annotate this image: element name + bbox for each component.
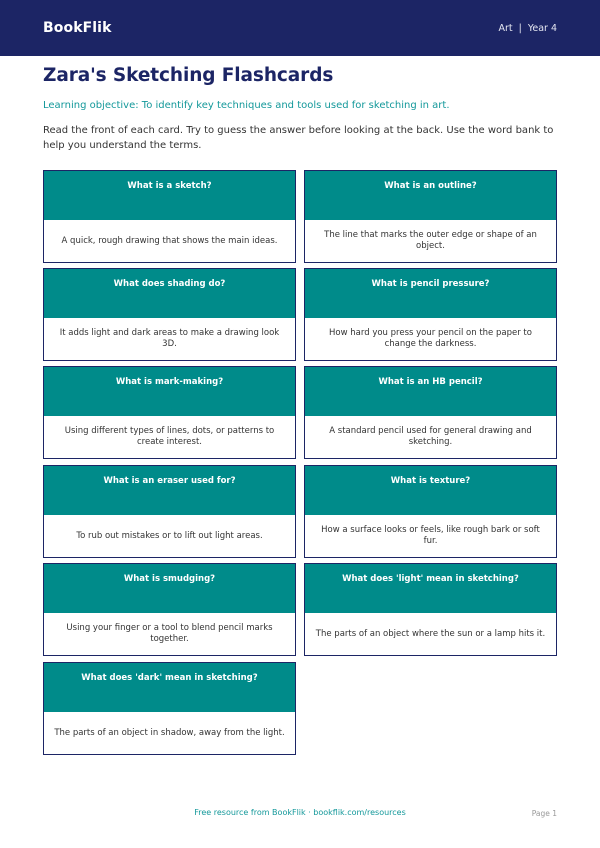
flashcard-back: A standard pencil used for general drawing and sketching.	[329, 426, 532, 447]
flashcard[interactable]	[43, 563, 296, 656]
flashcard-back: The parts of an object where the sun or a lamp hits it.	[315, 628, 546, 639]
page-title: Zara's Sketching Flashcards	[43, 65, 334, 86]
flashcard-front: What is a sketch?	[44, 171, 295, 220]
meta-separator: |	[518, 22, 522, 34]
flashcard-front: What is mark-making?	[44, 367, 295, 416]
learning-objective: Learning objective: To identify key techniques and tools used for sketching in art.	[43, 100, 450, 111]
flashcard[interactable]	[304, 465, 557, 558]
flashcard-back: How a surface looks or feels, like rough bark or soft fur.	[321, 525, 540, 546]
page-number: Page 1	[531, 809, 557, 818]
flashcard-front: What does shading do?	[44, 269, 295, 318]
page-header	[0, 0, 600, 56]
flashcard[interactable]	[304, 268, 557, 361]
flashcard-front: What does 'dark' mean in sketching?	[44, 663, 295, 712]
flashcard-back: The parts of an object in shadow, away from the light.	[54, 727, 285, 738]
year-label: Year 4	[527, 22, 557, 34]
flashcard-back: How hard you press your pencil on the paper to change the darkness.	[329, 328, 532, 349]
flashcard-front: What is smudging?	[44, 564, 295, 613]
flashcard-back: The line that marks the outer edge or shape of an object.	[324, 230, 537, 251]
flashcard[interactable]	[43, 662, 296, 755]
flashcard-back: Using your finger or a tool to blend pencil marks together.	[66, 623, 273, 644]
subject-label: Art	[498, 22, 513, 34]
flashcard-front: What is an eraser used for?	[44, 466, 295, 515]
flashcard[interactable]	[43, 170, 296, 263]
flashcard-back: Using different types of lines, dots, or patterns to create interest.	[64, 426, 275, 447]
flashcard-back: A quick, rough drawing that shows the main ideas.	[61, 235, 278, 246]
flashcard-front: What is an HB pencil?	[305, 367, 556, 416]
flashcard-front: What is texture?	[305, 466, 556, 515]
flashcard[interactable]	[304, 563, 557, 656]
flashcard[interactable]	[304, 366, 557, 459]
flashcard[interactable]	[43, 366, 296, 459]
header-meta	[498, 23, 557, 34]
flashcard-front: What is an outline?	[305, 171, 556, 220]
brand-logo[interactable]: BookFlik	[43, 20, 112, 36]
flashcard-front: What is pencil pressure?	[305, 269, 556, 318]
flashcard[interactable]	[43, 465, 296, 558]
flashcard-front: What does 'light' mean in sketching?	[305, 564, 556, 613]
flashcard[interactable]	[43, 268, 296, 361]
instructions-text: Read the front of each card. Try to guess the answer before looking at the back. Use the word bank to help you understand the terms.	[43, 125, 554, 151]
flashcard-back: To rub out mistakes or to lift out light areas.	[76, 530, 263, 541]
footer-resource-link[interactable]: Free resource from BookFlik · bookflik.com/resources	[194, 808, 406, 817]
flashcard-back: It adds light and dark areas to make a drawing look 3D.	[59, 328, 280, 349]
flashcard[interactable]	[304, 170, 557, 263]
